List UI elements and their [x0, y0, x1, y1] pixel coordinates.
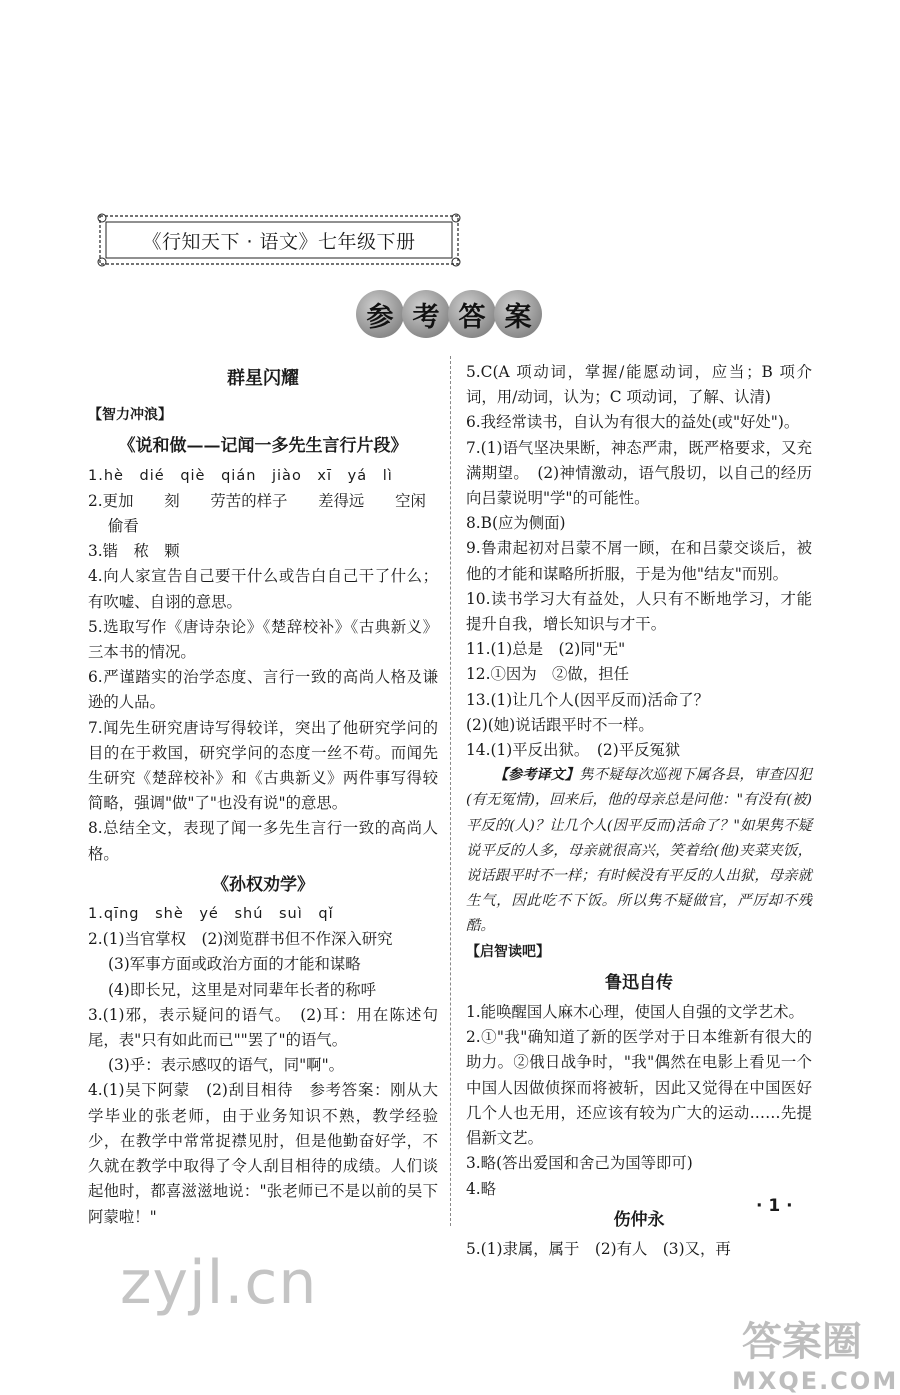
answer-line: 13.(1)让几个人(因平反而)活命了？ [466, 690, 709, 709]
title-char: 参 [356, 290, 404, 338]
answer-line: 5.选取写作《唐诗杂论》《楚辞校补》《古典新义》三本书的情况。 [88, 617, 438, 662]
answer-line: (3)乎：表示感叹的语气，同"啊"。 [108, 1056, 345, 1075]
answer-line: 12.①因为 ②做，担任 [466, 665, 629, 684]
lesson-title: 《孙权劝学》 [212, 874, 314, 895]
answer-line: 6.我经常读书，自认为有很大的益处(或"好处")。 [466, 413, 800, 432]
answer-line: 14.(1)平反出狱。 (2)平反冤狱 [466, 741, 681, 760]
answer-line: 偷看 [108, 517, 139, 536]
answer-line: 2.①"我"确知道了新的医学对于日本维新有很大的助力。②俄日战争时，"我"偶然在电影上看见一个中国人因做侦探而将被斩，因此又觉得在中国医好几个人也无用，还应该有较为广大的运动……先提倡新文艺。 [466, 1028, 812, 1148]
answer-line: 2.(1)当官掌权 (2)浏览群书但不作深入研究 [88, 930, 393, 949]
unit-title: 群星闪耀 [227, 368, 299, 389]
section-tag: 【智力冲浪】 [88, 407, 172, 424]
answer-line: 3.(1)邪，表示疑问的语气。 (2)耳：用在陈述句尾，表"只有如此而已""罢了"的语气。 [88, 1005, 438, 1050]
title-char: 考 [402, 290, 450, 338]
answer-line: 6.严谨踏实的治学态度、言行一致的高尚人格及谦逊的人品。 [88, 668, 438, 712]
right-column [466, 360, 812, 1262]
answer-line: 4.略 [466, 1179, 497, 1198]
answer-line: 4.(1)吴下阿蒙 (2)刮目相待 参考答案：刚从大学毕业的张老师，由于业务知识不熟，教学经验少，在教学中常常捉襟见肘，但是他勤奋好学，不久就在教学中取得了令人刮目相待的成绩。人们谈起他时，都喜滋滋地说："张老师已不是以前的吴下阿蒙啦！" [88, 1081, 438, 1226]
lesson-title: 鲁迅自传 [605, 972, 673, 993]
answer-line: 1.qīng shè yé shú suì qǐ [88, 906, 334, 923]
site-watermark: zyjl.cn [120, 1248, 318, 1318]
answer-line: 10.读书学习大有益处，人只有不断地学习，才能提升自我，增长知识与才干。 [466, 589, 812, 634]
answer-line: 8.B(应为侧面) [466, 514, 566, 533]
banner-text: 《行知天下 · 语文》七年级下册 [142, 231, 416, 253]
reference-translation [466, 763, 812, 939]
lesson-title: 伤仲永 [613, 1209, 665, 1230]
lesson-title: 《说和做——记闻一多先生言行片段》 [118, 436, 408, 457]
answer-line: 2.更加 刻 劳苦的样子 差得远 空闲 [88, 491, 426, 510]
header-banner [96, 212, 462, 268]
logo-watermark [732, 1310, 899, 1395]
answer-line: 11.(1)总是 (2)同"无" [466, 640, 626, 659]
column-divider [450, 356, 451, 1226]
logo-watermark-top: 答案圈 [742, 1319, 862, 1365]
answer-line: 3.锴 秾 颗 [88, 542, 180, 561]
answer-line: (4)即长兄，这里是对同辈年长者的称呼 [108, 980, 377, 999]
left-column [88, 360, 438, 1230]
answer-line: 1.能唤醒国人麻木心理，使国人自强的文学艺术。 [466, 1003, 804, 1022]
answer-line: 5.(1)隶属，属于 (2)有人 (3)又，再 [466, 1239, 731, 1258]
answer-line: 9.鲁肃起初对吕蒙不屑一顾，在和吕蒙交谈后，被他的才能和谋略所折服，于是为他"结友"而别。 [466, 539, 812, 583]
answer-line: 8.总结全文，表现了闻一多先生言行一致的高尚人格。 [88, 819, 438, 863]
logo-watermark-bottom: MXQE.COM [732, 1367, 899, 1395]
section-tag: 【启智读吧】 [466, 943, 550, 960]
page-number: · 1 · [756, 1196, 793, 1216]
answers-title [356, 290, 540, 338]
reference-tag: 【参考译文】 [494, 767, 580, 784]
reference-text: 隽不疑每次巡视下属各县，审查囚犯(有无冤情)，回来后，他的母亲总是问他："有没有(被)平反的(人)？让几个人(因平反而)活命了？"如果隽不疑说平反的人多，母亲就很高兴，笑着给(他)夹菜夹饭，说话跟平时不一样；有时候没有平反的人出狱，母亲就生气，因此吃不下饭。所以隽不疑做官，严厉却不残酷。 [466, 767, 812, 935]
answer-line: (2)(她)说话跟平时不一样。 [466, 715, 654, 734]
title-char: 案 [494, 290, 542, 338]
answer-line: 3.略(答出爱国和舍己为国等即可) [466, 1154, 693, 1173]
answer-line: 1.hè dié qiè qián jiào xī yá lì [88, 467, 393, 484]
answer-line: 5.C(A 项动词，掌握/能愿动词，应当；B 项介词，用/动词，认为；C 项动词，了解、认清) [466, 363, 812, 407]
answer-line: 7.闻先生研究唐诗写得较详，突出了他研究学问的目的在于救国，研究学问的态度一丝不苟。而闻先生研究《楚辞校补》和《古典新义》两件事写得较简略，强调"做"了"也没有说"的意思。 [88, 718, 438, 813]
answer-line: 7.(1)语气坚决果断，神态严肃，既严格要求，又充满期望。 (2)神情激动，语气殷切，以自己的经历向吕蒙说明"学"的可能性。 [466, 438, 812, 508]
answer-line: (3)军事方面或政治方面的才能和谋略 [108, 955, 361, 974]
title-char: 答 [448, 290, 496, 338]
answer-line: 4.向人家宣告自己要干什么或告白自己干了什么；有吹嘘、自诩的意思。 [88, 567, 438, 611]
